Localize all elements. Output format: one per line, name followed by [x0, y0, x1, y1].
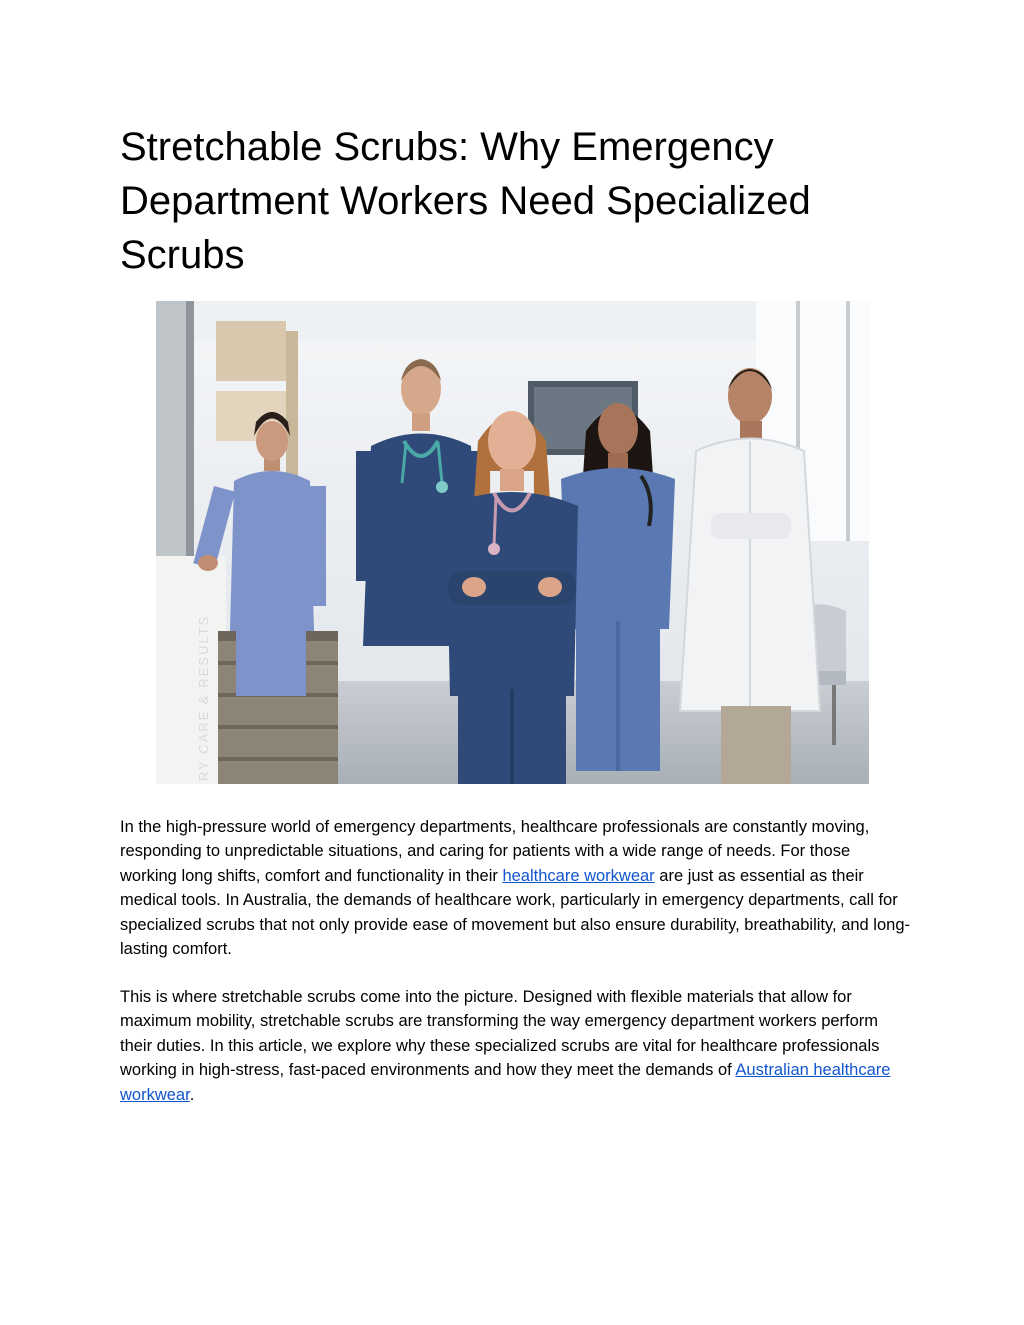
healthcare-workwear-link[interactable]: healthcare workwear: [502, 866, 655, 885]
paragraph2-text-before: This is where stretchable scrubs come into the picture. Designed with flexible materials that allow for maximum mobility, stretchable scrubs are transforming the way emergency department workers perform their duties. In this article, we explore why these specialized scrubs are vital for healthcare professionals working in high-stress, fast-paced environments and how they meet the demands of: [120, 988, 880, 1080]
paragraph1-text-after: are just as essential as their medical tools. In Australia, the demands of healthcare work, particularly in emergency departments, call for specialized scrubs that not only provide ease of movement but also ensure durability, breathability, and long-lasting comfort.: [120, 866, 911, 959]
intro-paragraph: [120, 815, 910, 961]
paragraph1-text-before: In the high-pressure world of emergency departments, healthcare professionals are constantly moving, responding to unpredictable situations, and caring for patients with a wide range of needs. For those working long shifts, comfort and functionality in their: [120, 818, 870, 885]
second-paragraph: [120, 985, 910, 1107]
page-title: Stretchable Scrubs: Why Emergency Department Workers Need Specialized Scrubs: [120, 125, 811, 277]
photo-illustration: [156, 301, 869, 784]
desk-sign-text: RY CARE & RESULTS: [196, 614, 211, 781]
australian-healthcare-workwear-link[interactable]: Australian healthcare workwear: [120, 1061, 891, 1104]
paragraph2-text-after: .: [189, 1085, 195, 1104]
medical-team-photo: [156, 301, 869, 784]
